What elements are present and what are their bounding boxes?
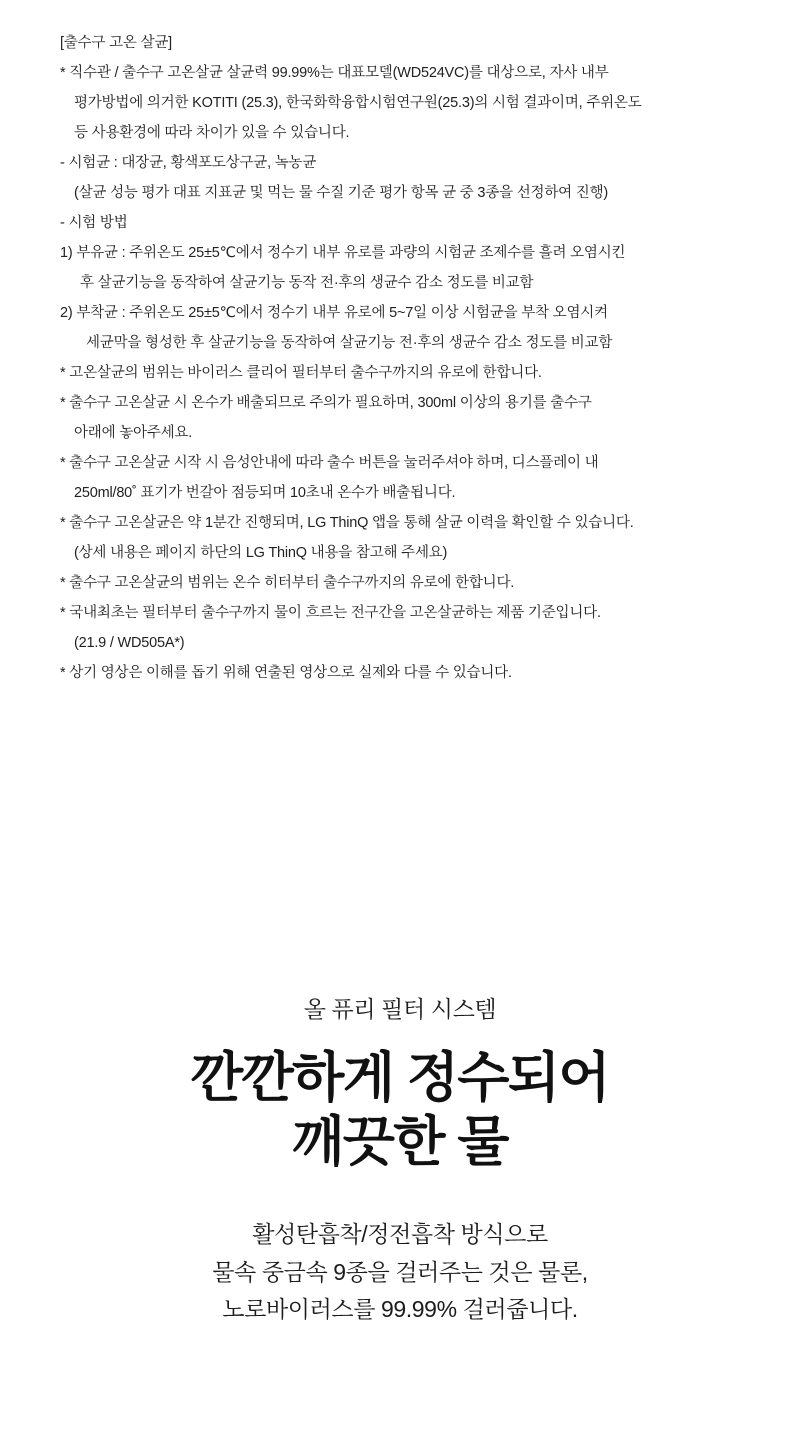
disclaimer-line: * 고온살균의 범위는 바이러스 클리어 필터부터 출수구까지의 유로에 한합니다. [60, 365, 542, 381]
disclaimer-line: - 시험균 : 대장균, 황색포도상구균, 녹농균 [60, 155, 317, 171]
disclaimer-line: * 출수구 고온살균의 범위는 온수 히터부터 출수구까지의 유로에 한합니다. [60, 575, 515, 591]
page-title [0, 1047, 800, 1174]
hero-sub-line-3: 노로바이러스를 99.99% 걸러줍니다. [222, 1295, 578, 1322]
disclaimer-line: 아래에 놓아주세요. [74, 425, 193, 441]
disclaimer-line: 세균막을 형성한 후 살균기능을 동작하여 살균기능 전·후의 생균수 감소 정도를 비교함 [86, 335, 613, 351]
disclaimer-line: * 출수구 고온살균 시작 시 음성안내에 따라 출수 버튼을 눌러주셔야 하며, 디스플레이 내 [60, 455, 599, 471]
filter-system-hero [0, 995, 800, 1328]
disclaimer-line: - 시험 방법 [60, 215, 128, 231]
disclaimer-line: 2) 부착균 : 주위온도 25±5℃에서 정수기 내부 유로에 5~7일 이상 시험균을 부착 오염시켜 [60, 305, 608, 321]
disclaimer-line: * 직수관 / 출수구 고온살균 살균력 99.99%는 대표모델(WD524VC)를 대상으로, 자사 내부 [60, 65, 609, 81]
hero-sub-line-2: 물속 중금속 9종을 걸러주는 것은 물론, [212, 1258, 588, 1285]
disclaimer-line: * 출수구 고온살균은 약 1분간 진행되며, LG ThinQ 앱을 통해 살균 이력을 확인할 수 있습니다. [60, 515, 634, 531]
hero-subtitle [0, 1216, 800, 1328]
hero-title-line-1: 깐깐하게 정수되어 [191, 1047, 609, 1108]
disclaimer-line: (살균 성능 평가 대표 지표균 및 먹는 물 수질 기준 평가 항목 균 중 3종을 선정하여 진행) [74, 185, 609, 201]
disclaimer-heading: [출수구 고온 살균] [60, 35, 172, 51]
disclaimer-section [60, 36, 750, 696]
disclaimer-line: 1) 부유균 : 주위온도 25±5℃에서 정수기 내부 유로를 과량의 시험균 조제수를 흘려 오염시킨 [60, 245, 626, 261]
hero-eyebrow: 올 퓨리 필터 시스템 [303, 996, 497, 1022]
hero-title-line-2: 깨끗한 물 [292, 1111, 508, 1172]
hero-sub-line-1: 활성탄흡착/정전흡착 방식으로 [252, 1221, 548, 1248]
disclaimer-line: * 출수구 고온살균 시 온수가 배출되므로 주의가 필요하며, 300ml 이상의 용기를 출수구 [60, 395, 592, 411]
disclaimer-line: (21.9 / WD505A*) [74, 635, 185, 651]
disclaimer-line: 평가방법에 의거한 KOTITI (25.3), 한국화학융합시험연구원(25.3)의 시험 결과이며, 주위온도 [74, 95, 642, 111]
disclaimer-line: * 상기 영상은 이해를 돕기 위해 연출된 영상으로 실제와 다를 수 있습니다. [60, 665, 512, 681]
disclaimer-line: 250ml/80˚ 표기가 번갈아 점등되며 10초내 온수가 배출됩니다. [74, 485, 456, 501]
disclaimer-line: 등 사용환경에 따라 차이가 있을 수 있습니다. [74, 125, 350, 141]
disclaimer-line: * 국내최초는 필터부터 출수구까지 물이 흐르는 전구간을 고온살균하는 제품 기준입니다. [60, 605, 601, 621]
disclaimer-line: 후 살균기능을 동작하여 살균기능 동작 전·후의 생균수 감소 정도를 비교함 [80, 275, 534, 291]
disclaimer-line: (상세 내용은 페이지 하단의 LG ThinQ 내용을 참고해 주세요) [74, 545, 448, 561]
